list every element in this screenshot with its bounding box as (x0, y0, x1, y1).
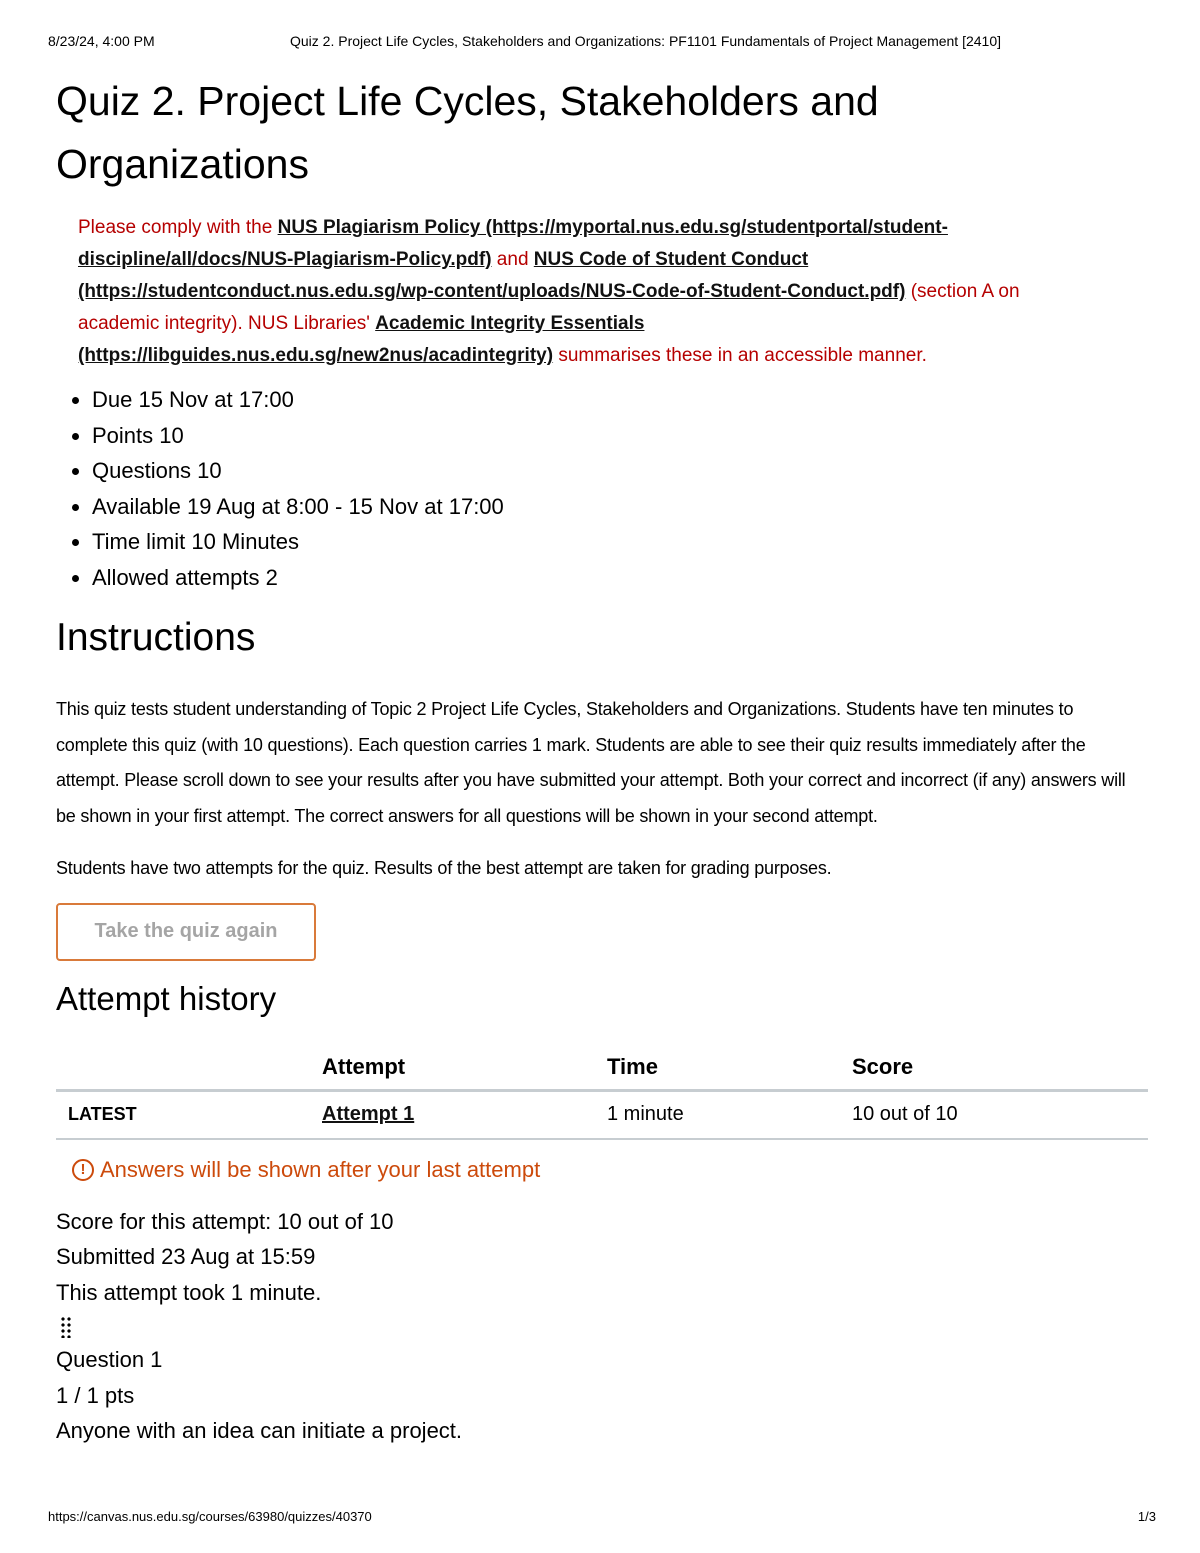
attempt-status-latest: LATEST (56, 1090, 322, 1139)
question-label: Question 1 (56, 1347, 163, 1372)
answers-hidden-note (72, 1150, 1148, 1190)
question-points: 1 / 1 pts (56, 1382, 135, 1408)
column-header-attempt: Attempt (322, 1045, 607, 1091)
detail-points: • Points 10 (92, 418, 1148, 454)
page-title: Quiz 2. Project Life Cycles, Stakeholders and Organizations (56, 78, 879, 187)
notice-text: (section A on academic integrity). NUS Libraries' (78, 281, 1020, 334)
academic-integrity-link[interactable]: Academic Integrity Essentials (https://libguides.nus.edu.sg/new2nus/acadintegrity) (78, 313, 645, 366)
column-header-status (56, 1045, 322, 1091)
detail-allowed-attempts: • Allowed attempts 2 (92, 560, 1148, 596)
instructions-paragraph: Students have two attempts for the quiz. Results of the best attempt are taken for grading purposes. (56, 858, 832, 878)
print-page-url: https://canvas.nus.edu.sg/courses/63980/quizzes/40370 (48, 1509, 372, 1524)
attempt-summary (56, 1204, 1148, 1449)
detail-available: • Available 19 Aug at 8:00 - 15 Nov at 17:00 (92, 489, 1148, 525)
attempt-time: 1 minute (607, 1090, 852, 1139)
notice-text: Please comply with the (78, 217, 278, 238)
attempt-history-table (56, 1045, 1148, 1140)
print-document-title: Quiz 2. Project Life Cycles, Stakeholders and Organizations: PF1101 Fundamentals of Project Management [2410] (290, 33, 1002, 49)
plagiarism-notice (78, 212, 1078, 372)
attempt-1-link[interactable]: Attempt 1 (322, 1103, 415, 1125)
drag-handle-icon[interactable] (60, 1316, 72, 1338)
attempt-score-summary: Score for this attempt: 10 out of 10 (56, 1208, 394, 1234)
column-header-time: Time (607, 1045, 852, 1091)
attempt-submitted-time: Submitted 23 Aug at 15:59 (56, 1244, 316, 1269)
info-icon: ! (72, 1159, 94, 1181)
print-datetime: 8/23/24, 4:00 PM (48, 33, 155, 49)
quiz-content (56, 70, 1148, 1449)
take-quiz-again-button[interactable]: Take the quiz again (56, 903, 316, 961)
detail-questions: • Questions 10 (92, 453, 1148, 489)
quiz-details-list (56, 382, 1148, 595)
attempt-score: 10 out of 10 (852, 1090, 1148, 1139)
print-page-number: 1/3 (1137, 1509, 1156, 1524)
detail-time-limit: • Time limit 10 Minutes (92, 524, 1148, 560)
attempt-duration: This attempt took 1 minute. (56, 1279, 322, 1305)
plagiarism-policy-link[interactable]: NUS Plagiarism Policy (https://myportal.nus.edu.sg/studentportal/student-discipline/all/docs/NUS-Plagiarism-Policy.pdf) (78, 217, 948, 270)
attempt-history-heading: Attempt history (56, 979, 277, 1017)
notice-text: summarises these in an accessible manner. (553, 345, 927, 366)
instructions-paragraph: This quiz tests student understanding of Topic 2 Project Life Cycles, Stakeholders and Organizations. Students have ten minutes to complete this quiz (with 10 questions). Each question carries 1 mark. Students are able to see their quiz results immediately after the attempt. Please scroll down to see your results after you have submitted your attempt. Both your correct and incorrect (if any) answers will be shown in your first attempt. The correct answers for all questions will be shown in your second attempt. (56, 699, 1126, 826)
question-text: Anyone with an idea can initiate a project. (56, 1418, 463, 1443)
instructions-heading: Instructions (56, 616, 256, 659)
notice-text: and (491, 249, 534, 270)
instructions-body (56, 692, 1148, 887)
table-row (56, 1090, 1148, 1139)
answers-note-text: Answers will be shown after your last attempt (100, 1156, 541, 1182)
table-header-row (56, 1045, 1148, 1091)
detail-due: • Due 15 Nov at 17:00 (92, 382, 1148, 418)
code-of-conduct-link[interactable]: NUS Code of Student Conduct (https://studentconduct.nus.edu.sg/wp-content/uploads/NUS-Code-of-Student-Conduct.pdf) (78, 249, 906, 302)
column-header-score: Score (852, 1045, 1148, 1091)
